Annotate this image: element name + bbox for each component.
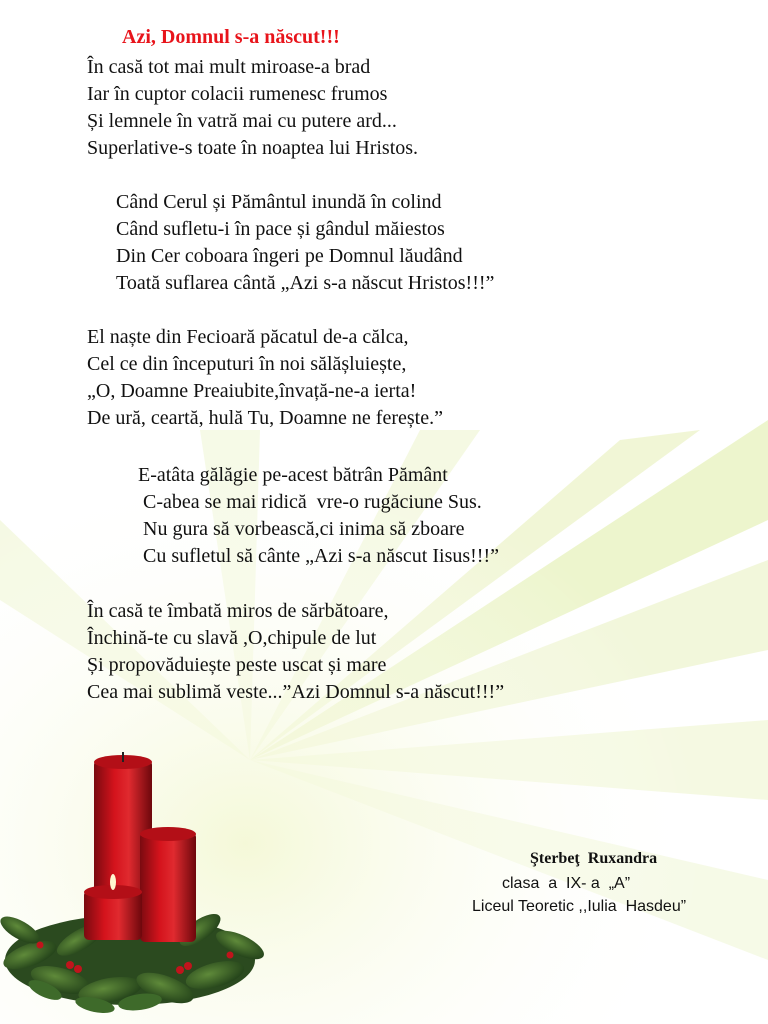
poem-line: Cea mai sublimă veste...”Azi Domnul s-a născut!!!”	[87, 681, 505, 703]
author-class: clasa a IX- a „A”	[502, 875, 631, 892]
poem-line: Iar în cuptor colacii rumenesc frumos	[87, 83, 388, 105]
author-school: Liceul Teoretic ,,Iulia Hasdeu”	[472, 898, 687, 915]
red-candles-illustration	[0, 740, 340, 1024]
author-name: Şterbeţ Ruxandra	[530, 850, 658, 867]
poem-line: C-abea se mai ridică vre-o rugăciune Sus.	[138, 491, 482, 513]
poem-line: Cel ce din începuturi în noi sălășluiește,	[87, 353, 407, 375]
poem-line: E-atâta gălăgie pe-acest bătrân Pământ	[138, 464, 448, 486]
poem-title: Azi, Domnul s-a născut!!!	[122, 26, 340, 48]
poem-line: Toată suflarea cântă „Azi s-a născut Hristos!!!”	[116, 272, 495, 294]
poem-line: Și propovăduiește peste uscat și mare	[87, 654, 387, 676]
poem-line: Închină-te cu slavă ,O,chipule de lut	[87, 627, 377, 649]
poem-line: De ură, ceartă, hulă Tu, Doamne ne ferește.”	[87, 407, 443, 429]
poem-line: „O, Doamne Preaiubite,învață-ne-a ierta!	[87, 380, 417, 402]
poem-line: Superlative-s toate în noaptea lui Hristos.	[87, 137, 419, 159]
poem-line: Când Cerul și Pământul inundă în colind	[116, 191, 442, 213]
poem-line: Când sufletu-i în pace și gândul măiestos	[116, 218, 445, 240]
poem-line: În casă te îmbată miros de sărbătoare,	[87, 600, 389, 622]
poem-line: În casă tot mai mult miroase-a brad	[87, 56, 371, 78]
poem-line: Nu gura să vorbească,ci inima să zboare	[138, 518, 465, 540]
poem-line: Cu sufletul să cânte „Azi s-a născut Iisus!!!”	[138, 545, 499, 567]
poem-line: Din Cer coboara îngeri pe Domnul lăudând	[116, 245, 463, 267]
poem-line: Și lemnele în vatră mai cu putere ard...	[87, 110, 397, 132]
poem-line: El naște din Fecioară păcatul de-a călca,	[87, 326, 409, 348]
